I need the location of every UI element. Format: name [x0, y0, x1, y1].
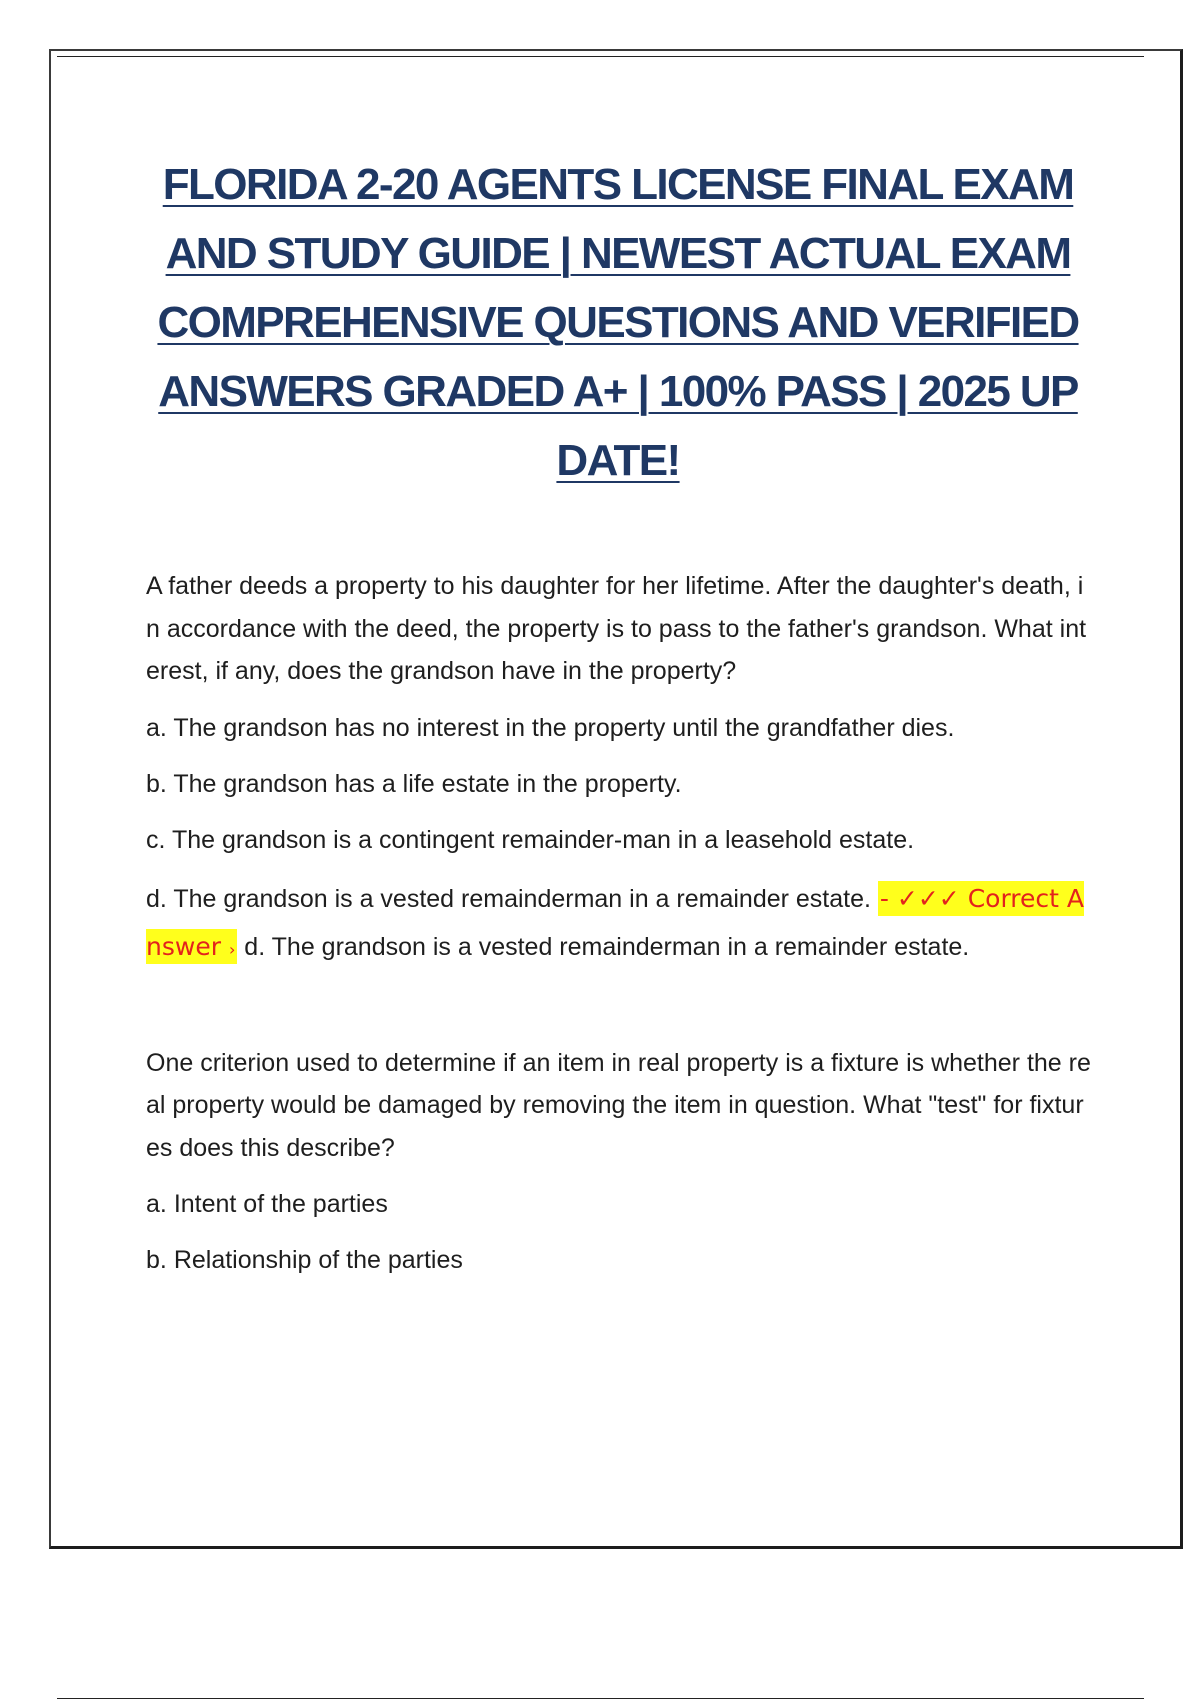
option-text: Intent of the parties [173, 1190, 388, 1218]
option-letter: d. [146, 884, 167, 913]
answer-option-a [146, 1183, 1091, 1225]
option-text: The grandson is a vested remainderman in a remainder estate. [173, 884, 871, 913]
document-title: FLORIDA 2-20 AGENTS LICENSE FINAL EXAM AND STUDY GUIDE | NEWEST ACTUAL EXAM COMPREHENSIVE QUESTIONS AND VERIFIED ANSWERS GRADED A+ | 100% PASS | 2025 UPDATE! [157, 160, 1079, 485]
correct-answer-text: d. The grandson is a vested remainderman in a remainder estate. [244, 932, 970, 961]
answer-option-b [146, 763, 1091, 805]
question-text: A father deeds a property to his daughter for her lifetime. After the daughter's death, in accordance with the deed, the property is to pass to the father's grandson. What interest, if any, does the grandson have in the property? [146, 572, 1087, 685]
answer-dash: - [879, 883, 889, 913]
question-text: One criterion used to determine if an item in real property is a fixture is whether the real property would be damaged by removing the item in question. What "test" for fixtures does this describe? [146, 1048, 1091, 1162]
answer-option-d [146, 875, 1091, 974]
question-block-1 [146, 565, 1091, 974]
answer-option-a [146, 707, 1091, 749]
option-letter: b. [146, 1246, 167, 1274]
correct-answer-label: ✓✓✓ Correct Answer [146, 883, 1084, 961]
option-text: The grandson has no interest in the property until the grandfather dies. [173, 713, 955, 742]
document-body [146, 565, 1091, 1295]
option-letter: c. [146, 825, 166, 854]
arrow-right-icon: › [228, 939, 236, 959]
header-rule [57, 56, 1144, 57]
option-text: The grandson has a life estate in the property. [173, 769, 682, 798]
option-text: Relationship of the parties [173, 1246, 463, 1274]
answer-option-c [146, 819, 1091, 861]
option-letter: b. [146, 769, 167, 798]
option-letter: a. [146, 1190, 167, 1218]
answer-option-b [146, 1239, 1091, 1281]
question-block-2 [146, 1042, 1091, 1282]
option-text: The grandson is a contingent remainder-man in a leasehold estate. [171, 825, 915, 854]
option-letter: a. [146, 713, 167, 742]
footer-rule [57, 1698, 1144, 1699]
